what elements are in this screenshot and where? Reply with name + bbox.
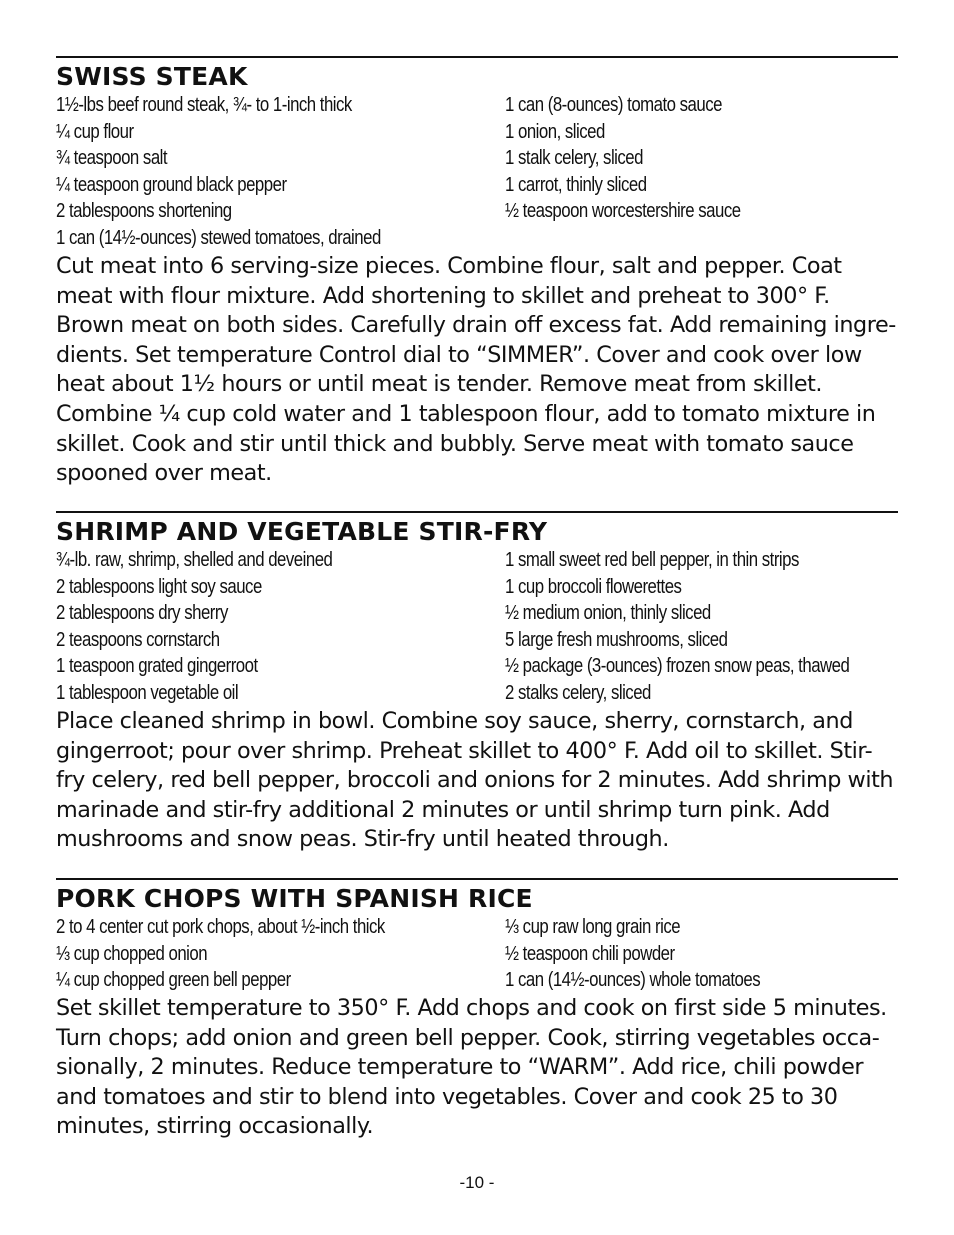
ingredient: 1 onion, sliced: [505, 120, 605, 143]
page-number: -10 -: [459, 1173, 495, 1192]
ingredients-right-column: [505, 914, 809, 994]
ingredient: 1 stalk celery, sliced: [505, 147, 643, 170]
ingredients: [56, 547, 898, 707]
ingredient: ¾ teaspoon salt: [56, 147, 168, 170]
section-rule: [56, 511, 898, 513]
recipe-directions: [56, 707, 898, 855]
ingredient: 1 cup broccoli flowerettes: [505, 575, 682, 598]
ingredient: 1 tablespoon vegetable oil: [56, 681, 239, 704]
directions-line: meat with flour mixture. Add shortening to skillet and preheat to 300° F.: [56, 282, 830, 309]
directions-line: sionally, 2 minutes. Reduce temperature to “WARM”. Add rice, chili powder: [56, 1054, 864, 1081]
directions-line: mushrooms and snow peas. Stir-fry until heated through.: [56, 826, 669, 853]
directions-line: dients. Set temperature Control dial to “SIMMER”. Cover and cook over low: [56, 341, 862, 368]
ingredient: 2 tablespoons shortening: [56, 200, 232, 223]
recipe-directions: [56, 252, 898, 489]
recipe-title: SHRIMP AND VEGETABLE STIR-FRY: [56, 517, 548, 546]
ingredient: 2 teaspoons cornstarch: [56, 628, 220, 651]
ingredient: 1½-lbs beef round steak, ¾- to 1-inch thick: [56, 94, 352, 116]
recipe-shrimp-stir-fry: [56, 511, 898, 855]
recipe-title: PORK CHOPS WITH SPANISH RICE: [56, 884, 533, 913]
directions-line: minutes, stirring occasionally.: [56, 1113, 374, 1140]
ingredient: 1 teaspoon grated gingerroot: [56, 655, 258, 678]
section-rule: [56, 56, 898, 58]
section-rule: [56, 878, 898, 880]
recipe-title: SWISS STEAK: [56, 62, 248, 91]
ingredients-left-column: [56, 547, 385, 707]
ingredient: 1 can (14½-ounces) stewed tomatoes, drained: [56, 226, 381, 249]
directions-line: and tomatoes and stir to blend into vegetables. Cover and cook 25 to 30: [56, 1083, 838, 1110]
ingredients: [56, 914, 898, 994]
ingredient: ½ medium onion, thinly sliced: [505, 602, 711, 625]
directions-line: fry celery, red bell pepper, broccoli and onions for 2 minutes. Add shrimp with: [56, 767, 894, 794]
ingredients-left-column: [56, 914, 447, 994]
ingredient: ¼ cup chopped green bell pepper: [56, 969, 291, 992]
ingredient: 1 can (14½-ounces) whole tomatoes: [505, 969, 761, 992]
directions-line: Combine ¼ cup cold water and 1 tablespoon flour, add to tomato mixture in: [56, 400, 876, 427]
ingredient: ½ package (3-ounces) frozen snow peas, thawed: [505, 655, 850, 678]
ingredient: ¼ cup flour: [56, 120, 134, 143]
directions-line: Turn chops; add onion and green bell pepper. Cook, stirring vegetables occa-: [56, 1024, 880, 1051]
ingredient: 2 to 4 center cut pork chops, about ½-inch thick: [56, 916, 385, 938]
ingredient: ¾-lb. raw, shrimp, shelled and deveined: [56, 549, 333, 571]
directions-line: Cut meat into 6 serving-size pieces. Combine flour, salt and pepper. Coat: [56, 253, 842, 279]
directions-line: Brown meat on both sides. Carefully drain off excess fat. Add remaining ingre-: [56, 312, 896, 339]
directions-line: spooned over meat.: [56, 460, 272, 487]
ingredients-right-column: [505, 547, 915, 707]
ingredient: 2 tablespoons light soy sauce: [56, 575, 262, 598]
ingredients-right-column: [505, 92, 785, 225]
ingredient: ⅓ cup raw long grain rice: [505, 916, 681, 938]
ingredient: 2 tablespoons dry sherry: [56, 602, 228, 625]
directions-line: skillet. Cook and stir until thick and bubbly. Serve meat with tomato sauce: [56, 430, 854, 457]
ingredient: ½ teaspoon chili powder: [505, 942, 675, 965]
ingredient: 5 large fresh mushrooms, sliced: [505, 628, 728, 651]
recipe-swiss-steak: [56, 56, 898, 489]
ingredient: ⅓ cup chopped onion: [56, 942, 208, 965]
ingredient: ½ teaspoon worcestershire sauce: [505, 200, 741, 223]
directions-line: marinade and stir-fry additional 2 minutes or until shrimp turn pink. Add: [56, 796, 830, 823]
directions-line: Place cleaned shrimp in bowl. Combine soy sauce, sherry, cornstarch, and: [56, 708, 853, 734]
ingredient: ¼ teaspoon ground black pepper: [56, 173, 287, 196]
recipe-directions: [56, 994, 898, 1142]
ingredient: 1 small sweet red bell pepper, in thin strips: [505, 549, 799, 571]
directions-line: heat about 1½ hours or until meat is tender. Remove meat from skillet.: [56, 371, 823, 398]
recipe-pork-chops: [56, 878, 898, 1142]
directions-line: Set skillet temperature to 350° F. Add chops and cook on first side 5 minutes.: [56, 995, 887, 1021]
ingredients: [56, 92, 898, 252]
ingredient: 1 can (8-ounces) tomato sauce: [505, 94, 722, 116]
ingredient: 2 stalks celery, sliced: [505, 681, 651, 704]
ingredients-left-column: [56, 92, 443, 252]
ingredient: 1 carrot, thinly sliced: [505, 173, 647, 196]
directions-line: gingerroot; pour over shrimp. Preheat skillet to 400° F. Add oil to skillet. Stir-: [56, 737, 873, 764]
